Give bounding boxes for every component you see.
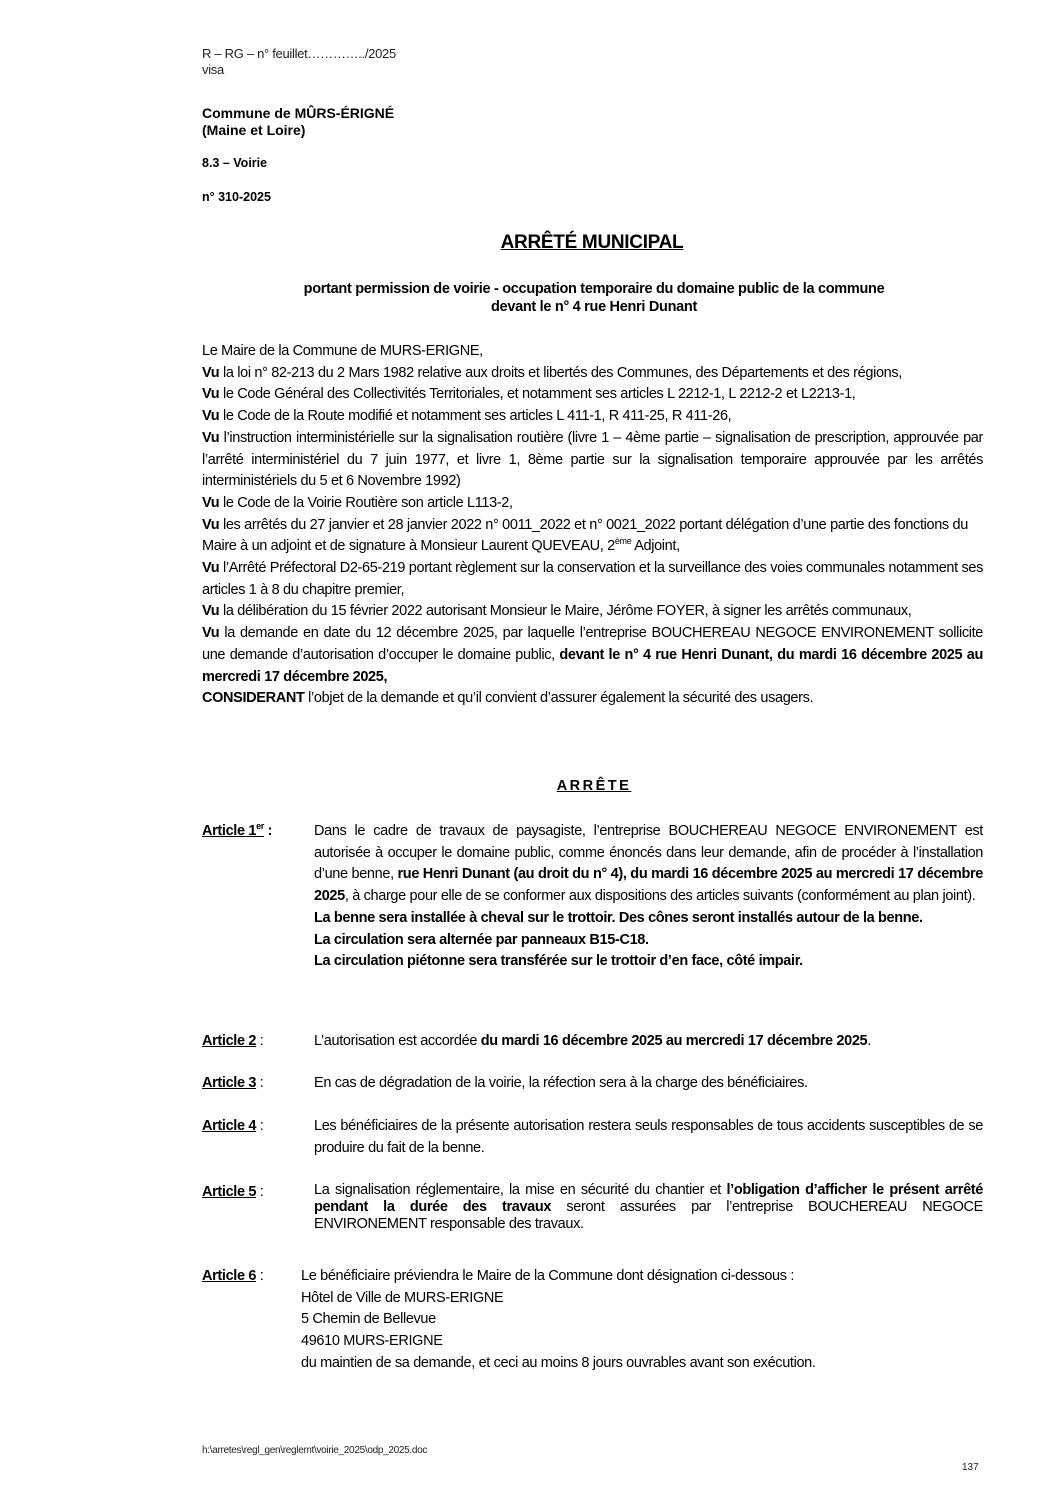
preamble xyxy=(202,341,983,710)
article-paragraph: En cas de dégradation de la voirie, la réfection sera à la charge des bénéficiaires. xyxy=(314,1075,808,1091)
article-bold-line xyxy=(314,908,983,930)
superscript: er xyxy=(256,821,264,832)
page-number: 137 xyxy=(962,1462,979,1473)
article-label-text: Article 3 xyxy=(202,1075,257,1091)
bold-line-text: La benne sera installée à cheval sur le trottoir. Des cônes seront installés autour de la benne. xyxy=(314,909,923,926)
vu-clause xyxy=(202,558,983,601)
article-2 xyxy=(202,1031,983,1053)
vu-text: la loi n° 82-213 du 2 Mars 1982 relative aux droits et libertés des Communes, des Départements et des régions, xyxy=(219,364,902,381)
article-line: Le bénéficiaire préviendra le Maire de la Commune dont désignation ci-dessous : xyxy=(301,1268,795,1284)
vu-text: la demande en date du 12 décembre 2025, par laquelle l’entreprise BOUCHEREAU NEGOCE ENVIRONEMENT sollicite une demande d’autorisation d’occuper le domaine public, xyxy=(202,625,983,663)
article-4 xyxy=(202,1116,983,1159)
article-label xyxy=(202,1182,263,1204)
reference-line: R – RG – n° feuillet…………../2025 xyxy=(202,46,396,61)
vu-text: l’instruction interministérielle sur la signalisation routière (livre 1 – 4ème partie – signalisation de prescription, approuvée par l’arrêté interministériel du 7 juin 1977, et livre 1, 8ème partie sur la signalisation temporaire approuvée par les arrêtés interministériels du 5 et 6 Novembre 1992) xyxy=(202,429,983,490)
article-label xyxy=(202,1031,263,1053)
article-bold-line xyxy=(314,951,983,973)
category-label: 8.3 – Voirie xyxy=(202,156,268,170)
address-line: Hôtel de Ville de MURS-ERIGNE xyxy=(301,1289,504,1306)
page-title: ARRÊTÉ MUNICIPAL xyxy=(500,232,684,253)
vu-word: Vu xyxy=(202,364,220,381)
subtitle-line-2: devant le n° 4 rue Henri Dunant xyxy=(491,299,697,315)
address-line: 49610 MURS-ERIGNE xyxy=(301,1333,443,1350)
article-text-end: , à charge pour elle de se conformer aux dispositions des articles suivants (conformément au plan joint). xyxy=(344,888,976,905)
article-bold-text: rue Henri Dunant (au droit du n° 4), du mardi 16 décembre 2025 au mercredi 17 décembre 2025 xyxy=(314,866,983,905)
vu-clause xyxy=(202,428,983,493)
article-label-text: Article 2 xyxy=(202,1033,257,1049)
vu-word: Vu xyxy=(202,516,220,533)
vu-text: les arrêtés du 27 janvier et 28 janvier 2022 n° 0011_2022 et n° 0021_2022 portant délégation d’une partie des fonctions du Maire à un adjoint et de signature à Monsieur Laurent QUEVEAU, 2 xyxy=(202,516,968,555)
article-paragraph xyxy=(314,821,983,908)
bold-line-text: La circulation piétonne sera transférée sur le trottoir d’en face, côté impair. xyxy=(314,953,803,970)
article-label-text: Article 1 xyxy=(202,823,257,839)
vu-word: Vu xyxy=(202,429,220,446)
vu-clause xyxy=(202,384,983,406)
article-content xyxy=(314,1116,983,1159)
considerant-text: l’objet de la demande et qu’il convient d’assurer également la sécurité des usagers. xyxy=(304,690,814,707)
vu-text-end: Adjoint, xyxy=(631,538,680,555)
department-name: (Maine et Loire) xyxy=(202,122,306,138)
article-line: du maintien de sa demande, et ceci au moins 8 jours ouvrables avant son exécution. xyxy=(301,1354,816,1371)
preamble-intro: Le Maire de la Commune de MURS-ERIGNE, xyxy=(202,343,483,359)
vu-text: l’Arrêté Préfectoral D2-65-219 portant règlement sur la conservation et la surveillance des voies communales notamment ses articles 1 à 8 du chapitre premier, xyxy=(202,560,983,598)
article-text-end: seront assurées par l’entreprise BOUCHEREAU NEGOCE ENVIRONEMENT responsable des travaux. xyxy=(314,1199,983,1232)
vu-text: le Code Général des Collectivités Territoriales, et notamment ses articles L 2212-1, L 2212-2 et L2213-1, xyxy=(219,386,856,403)
article-bold-text: l’obligation d’afficher le présent arrêté pendant la durée des travaux xyxy=(314,1182,983,1215)
vu-clause xyxy=(202,623,983,688)
article-content xyxy=(314,1073,983,1095)
vu-clause xyxy=(202,363,983,385)
article-text: Dans le cadre de travaux de paysagiste, l’entreprise BOUCHEREAU NEGOCE ENVIRONEMENT est autorisée à occuper le domaine public, comme énoncés dans leur demande, afin de procéder à l’installation d’une benne, xyxy=(314,823,983,883)
vu-text: la délibération du 15 février 2022 autorisant Monsieur le Maire, Jérôme FOYER, à signer les arrêtés communaux, xyxy=(219,603,912,620)
article-label xyxy=(202,1266,263,1288)
article-paragraph xyxy=(314,1182,983,1233)
article-label-text: Article 5 xyxy=(202,1184,257,1200)
article-1 xyxy=(202,821,983,973)
vu-bold-text: devant le n° 4 rue Henri Dunant, du mardi 16 décembre 2025 au mercredi 17 décembre 2025, xyxy=(202,646,984,685)
vu-word: Vu xyxy=(202,494,220,511)
arrete-heading: ARRÊTE xyxy=(556,778,632,794)
article-label xyxy=(202,1116,263,1138)
article-content xyxy=(314,821,983,973)
article-6 xyxy=(202,1266,983,1375)
vu-word: Vu xyxy=(202,560,220,577)
superscript: ème xyxy=(614,536,632,547)
article-paragraph: Les bénéficiaires de la présente autorisation restera seuls responsables de tous accidents susceptibles de se produire du fait de la benne. xyxy=(314,1118,983,1156)
article-text: La signalisation réglementaire, la mise en sécurité du chantier et xyxy=(314,1182,727,1198)
article-content xyxy=(301,1266,983,1375)
article-text: L’autorisation est accordée xyxy=(314,1033,481,1049)
article-colon: : xyxy=(256,1075,264,1091)
article-text-end: . xyxy=(867,1033,871,1049)
vu-word: Vu xyxy=(202,603,220,620)
vu-text: le Code de la Voirie Routière son article L113-2, xyxy=(219,494,513,511)
article-5 xyxy=(202,1182,983,1233)
vu-word: Vu xyxy=(202,408,220,425)
address-line: 5 Chemin de Bellevue xyxy=(301,1311,436,1328)
vu-clause xyxy=(202,406,983,428)
article-colon: : xyxy=(256,1184,264,1200)
article-label-text: Article 4 xyxy=(202,1118,257,1134)
considerant-clause xyxy=(202,688,983,710)
vu-clause xyxy=(202,493,983,515)
article-colon: : xyxy=(256,1118,264,1134)
considerant-word: CONSIDERANT xyxy=(202,690,305,707)
article-3 xyxy=(202,1073,983,1095)
article-bold-text: du mardi 16 décembre 2025 au mercredi 17 décembre 2025 xyxy=(480,1033,868,1049)
vu-text: le Code de la Route modifié et notamment ses articles L 411-1, R 411-25, R 411-26, xyxy=(219,408,732,425)
article-colon: : xyxy=(263,823,273,839)
commune-name: Commune de MÛRS-ÉRIGNÉ xyxy=(202,105,395,121)
bold-line-text: La circulation sera alternée par panneaux B15-C18. xyxy=(314,931,649,948)
vu-word: Vu xyxy=(202,625,220,642)
vu-word: Vu xyxy=(202,386,220,403)
article-label xyxy=(202,1073,263,1095)
article-label-text: Article 6 xyxy=(202,1268,257,1284)
article-label xyxy=(202,821,272,843)
subtitle-line-1: portant permission de voirie - occupation temporaire du domaine public de la commune xyxy=(303,281,885,297)
vu-clause xyxy=(202,515,983,558)
arrete-number: n° 310-2025 xyxy=(202,190,271,204)
footer-file-path: h:\arretes\regl_gen\reglemt\voirie_2025\odp_2025.doc xyxy=(202,1445,428,1456)
subtitle xyxy=(200,280,988,316)
article-content xyxy=(314,1031,983,1053)
article-colon: : xyxy=(256,1268,264,1284)
visa-label: visa xyxy=(202,62,224,77)
article-content xyxy=(314,1182,983,1233)
vu-clause xyxy=(202,601,983,623)
article-paragraph xyxy=(314,1031,983,1053)
article-bold-line xyxy=(314,930,983,952)
article-colon: : xyxy=(256,1033,264,1049)
